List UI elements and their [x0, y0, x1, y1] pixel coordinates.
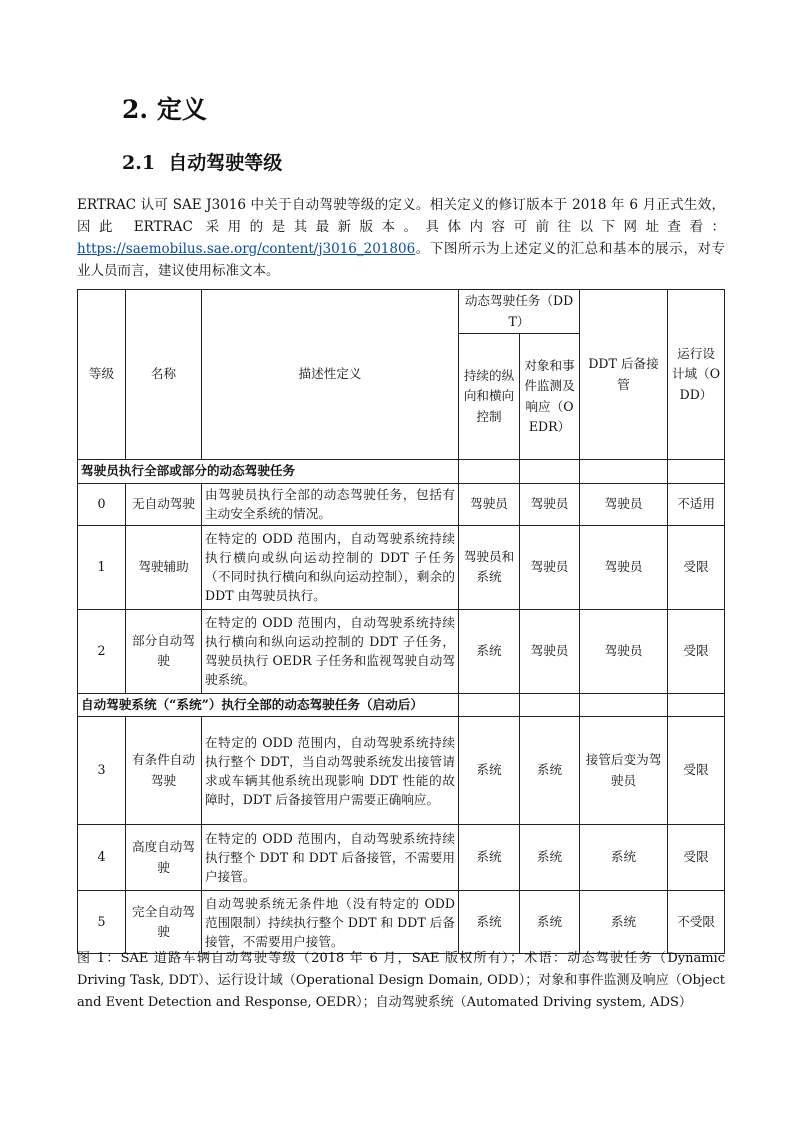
- cell-control: 驾驶员和系统: [459, 525, 520, 609]
- table-row: [78, 609, 725, 693]
- cell-level: 4: [78, 825, 126, 891]
- section-title: 定义: [156, 95, 207, 124]
- subsection-number: 2.1: [122, 152, 156, 174]
- table-row: [78, 483, 725, 525]
- cell-fallback: 系统: [580, 825, 668, 891]
- cell-level: 2: [78, 609, 126, 693]
- cell-oedr: 驾驶员: [520, 525, 580, 609]
- cell-control: 系统: [459, 825, 520, 891]
- empty-cell: [580, 693, 668, 717]
- cell-name: 无自动驾驶: [126, 483, 202, 525]
- empty-cell: [520, 460, 580, 484]
- cell-oedr: 系统: [520, 825, 580, 891]
- intro-text-before: ERTRAC 认可 SAE J3016 中关于自动驾驶等级的定义。相关定义的修订版本于 2018 年 6 月正式生效，因此 ERTRAC 采用的是其最新版本。具体内容可前往以下网址查看：: [77, 197, 725, 235]
- cell-odd: 受限: [668, 825, 725, 891]
- cell-description: 由驾驶员执行全部的动态驾驶任务，包括有主动安全系统的情况。: [202, 483, 459, 525]
- empty-cell: [459, 460, 520, 484]
- cell-fallback: 系统: [580, 891, 668, 954]
- cell-fallback: 驾驶员: [580, 609, 668, 693]
- cell-name: 驾驶辅助: [126, 525, 202, 609]
- cell-description: 自动驾驶系统无条件地（没有特定的 ODD 范围限制）持续执行整个 DDT 和 DDT 后备接管，不需要用户接管。: [202, 891, 459, 954]
- header-description: 描述性定义: [202, 290, 459, 460]
- cell-fallback: 驾驶员: [580, 525, 668, 609]
- cell-control: 系统: [459, 609, 520, 693]
- subsection-title: 自动驾驶等级: [168, 152, 283, 174]
- section-row: [78, 460, 725, 484]
- empty-cell: [668, 693, 725, 717]
- cell-level: 5: [78, 891, 126, 954]
- header-level: 等级: [78, 290, 126, 460]
- cell-oedr: 驾驶员: [520, 609, 580, 693]
- cell-control: 系统: [459, 891, 520, 954]
- cell-oedr: 驾驶员: [520, 483, 580, 525]
- intro-paragraph: [77, 194, 725, 282]
- figure-caption: 图 1：SAE 道路车辆自动驾驶等级（2018 年 6 月，SAE 版权所有）；术语：动态驾驶任务（Dynamic Driving Task, DDT）、运行设计域（Operational Design Domain, ODD）；对象和事件监测及响应（Object and Event Detection and Response, OEDR）；自动驾驶系统（Automated Driving system, ADS）: [77, 951, 725, 1010]
- cell-odd: 受限: [668, 609, 725, 693]
- header-oedr: 对象和事件监测及响应（OEDR）: [520, 334, 580, 460]
- cell-oedr: 系统: [520, 717, 580, 825]
- header-lateral-longitudinal: 持续的纵向和横向控制: [459, 334, 520, 460]
- cell-level: 1: [78, 525, 126, 609]
- section-heading: [122, 90, 207, 126]
- cell-odd: 受限: [668, 717, 725, 825]
- section-number: 2.: [122, 95, 149, 124]
- table-row: [78, 825, 725, 891]
- table-row: [78, 717, 725, 825]
- empty-cell: [459, 693, 520, 717]
- table-row: [78, 891, 725, 954]
- section-row: [78, 693, 725, 717]
- cell-level: 0: [78, 483, 126, 525]
- cell-name: 高度自动驾驶: [126, 825, 202, 891]
- subsection-heading: [122, 148, 282, 175]
- empty-cell: [580, 460, 668, 484]
- cell-description: 在特定的 ODD 范围内，自动驾驶系统持续执行横向或纵向运动控制的 DDT 子任务（不同时执行横向和纵向运动控制），剩余的 DDT 由驾驶员执行。: [202, 525, 459, 609]
- cell-oedr: 系统: [520, 891, 580, 954]
- sae-levels-table: [77, 289, 725, 954]
- header-fallback: DDT 后备接管: [580, 290, 668, 460]
- cell-name: 部分自动驾驶: [126, 609, 202, 693]
- cell-name: 有条件自动驾驶: [126, 717, 202, 825]
- header-ddt: 动态驾驶任务（DDT）: [459, 290, 580, 334]
- header-odd: 运行设计域（ODD）: [668, 290, 725, 460]
- cell-odd: 受限: [668, 525, 725, 609]
- empty-cell: [520, 693, 580, 717]
- section-label-driver: 驾驶员执行全部或部分的动态驾驶任务: [78, 460, 459, 484]
- cell-description: 在特定的 ODD 范围内，自动驾驶系统持续执行横向和纵向运动控制的 DDT 子任务，驾驶员执行 OEDR 子任务和监视驾驶自动驾驶系统。: [202, 609, 459, 693]
- empty-cell: [668, 460, 725, 484]
- intro-text-after: 。下图所示为上述定义的汇总和基本的展示，对专业人员而言，建议使用标准文本。: [77, 241, 725, 279]
- cell-fallback: 接管后变为驾驶员: [580, 717, 668, 825]
- cell-control: 驾驶员: [459, 483, 520, 525]
- cell-description: 在特定的 ODD 范围内，自动驾驶系统持续执行整个 DDT 和 DDT 后备接管，不需要用户接管。: [202, 825, 459, 891]
- cell-description: 在特定的 ODD 范围内，自动驾驶系统持续执行整个 DDT，当自动驾驶系统发出接管请求或车辆其他系统出现影响 DDT 性能的故障时，DDT 后备接管用户需要正确响应。: [202, 717, 459, 825]
- section-label-system: 自动驾驶系统（“系统”）执行全部的动态驾驶任务（启动后）: [78, 693, 459, 717]
- header-name: 名称: [126, 290, 202, 460]
- table-row: [78, 525, 725, 609]
- sae-link[interactable]: https://saemobilus.sae.org/content/j3016_201806: [77, 241, 416, 257]
- cell-fallback: 驾驶员: [580, 483, 668, 525]
- cell-control: 系统: [459, 717, 520, 825]
- cell-odd: 不适用: [668, 483, 725, 525]
- cell-level: 3: [78, 717, 126, 825]
- cell-name: 完全自动驾驶: [126, 891, 202, 954]
- cell-odd: 不受限: [668, 891, 725, 954]
